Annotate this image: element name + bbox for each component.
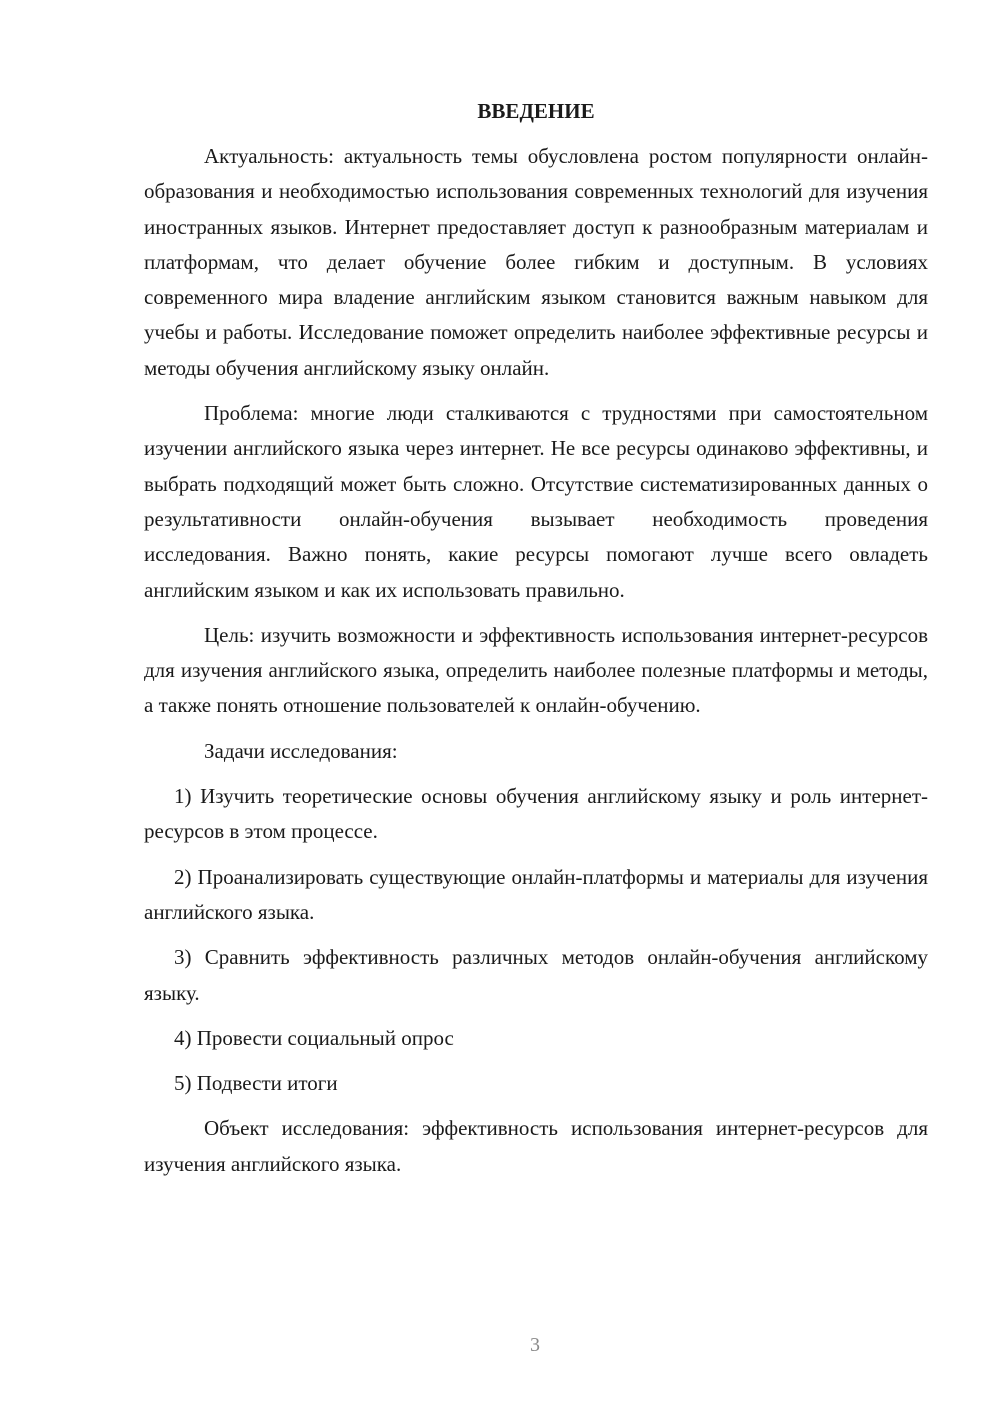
paragraph-relevance: Актуальность: актуальность темы обусловлена ростом популярности онлайн-образования и необходимостью использования современных технологий для изучения иностранных языков. Интернет предоставляет доступ к разнообразным материалам и платформам, что делает обучение более гибким и доступным. В условиях современного мира владение английским языком становится важным навыком для учебы и работы. Исследование поможет определить наиболее эффективные ресурсы и методы обучения английскому языку онлайн. — [144, 144, 928, 380]
task-item: 5) Подвести итоги — [174, 1071, 338, 1096]
document-page — [144, 95, 928, 1192]
paragraph-object: Объект исследования: эффективность использования интернет-ресурсов для изучения английского языка. — [144, 1116, 928, 1176]
page-number: 3 — [530, 1334, 540, 1356]
task-item: 2) Проанализировать существующие онлайн-платформы и материалы для изучения английского языка. — [144, 864, 928, 924]
paragraph-problem: Проблема: многие люди сталкиваются с трудностями при самостоятельном изучении английского языка через интернет. Не все ресурсы одинаково эффективны, и выбрать подходящий может быть сложно. Отсутствие систематизированных данных о результативности онлайн-обучения вызывает необходимость проведения исследования. Важно понять, какие ресурсы помогают лучше всего овладеть английским языком и как их использовать правильно. — [144, 401, 928, 602]
tasks-heading: Задачи исследования: — [204, 738, 398, 763]
paragraph-goal: Цель: изучить возможности и эффективность использования интернет-ресурсов для изучения английского языка, определить наиболее полезные платформы и методы, а также понять отношение пользователей к онлайн-обучению. — [144, 622, 928, 718]
task-item: 3) Сравнить эффективность различных методов онлайн-обучения английскому языку. — [144, 945, 928, 1005]
task-item: 4) Провести социальный опрос — [174, 1025, 454, 1050]
task-item: 1) Изучить теоретические основы обучения английскому языку и роль интернет-ресурсов в этом процессе. — [144, 784, 928, 844]
document-title: ВВЕДЕНИЕ — [477, 99, 595, 123]
